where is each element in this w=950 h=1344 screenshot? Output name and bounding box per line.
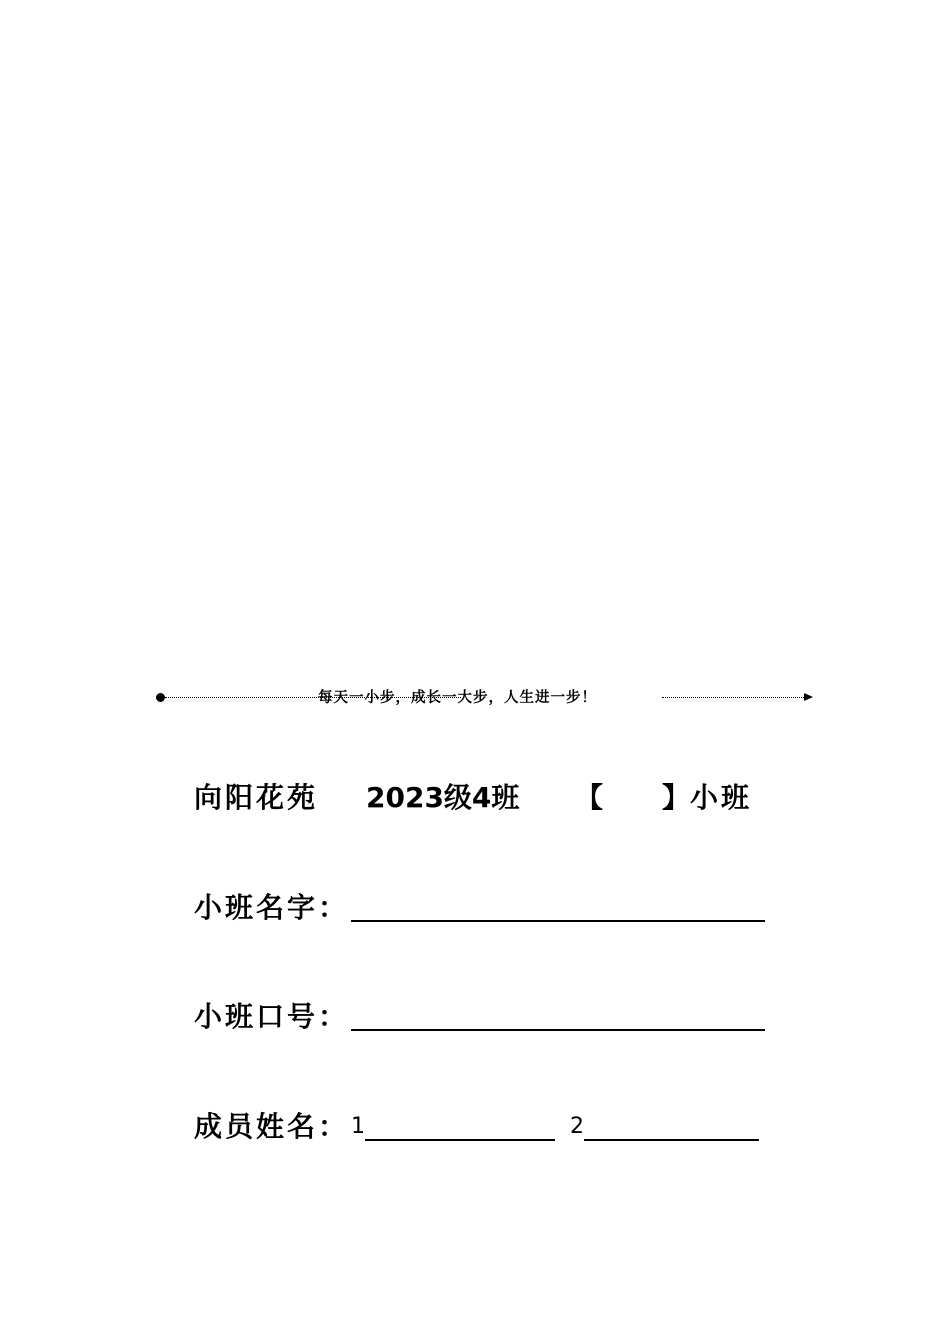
bracket-right: 】 bbox=[662, 781, 691, 814]
dotted-divider-right bbox=[662, 697, 806, 698]
group-name-row bbox=[194, 888, 774, 928]
member-1-field[interactable] bbox=[365, 1139, 555, 1141]
slogan-row bbox=[194, 997, 774, 1037]
slogan-field[interactable] bbox=[351, 1029, 765, 1031]
bullet-dot-icon bbox=[156, 693, 165, 702]
bracket-left: 【 bbox=[575, 781, 604, 814]
member-2-number: 2 bbox=[570, 1114, 584, 1139]
slogan-label: 小班口号： bbox=[194, 1000, 350, 1033]
group-suffix: 小班 bbox=[690, 781, 753, 814]
member-1-number: 1 bbox=[351, 1114, 365, 1139]
motto-text: 每天一小步，成长一大步，人生进一步！ bbox=[318, 690, 597, 706]
group-name-label: 小班名字： bbox=[194, 891, 350, 924]
arrow-right-icon bbox=[804, 693, 813, 701]
grade-class: 2023级4班 bbox=[366, 781, 520, 814]
school-name: 向阳花苑 bbox=[194, 781, 319, 814]
members-label: 成员姓名： bbox=[194, 1110, 350, 1143]
member-2-field[interactable] bbox=[584, 1139, 759, 1141]
motto-banner bbox=[156, 684, 816, 712]
page-title bbox=[194, 778, 774, 818]
group-name-field[interactable] bbox=[351, 920, 765, 922]
members-row bbox=[194, 1107, 774, 1147]
